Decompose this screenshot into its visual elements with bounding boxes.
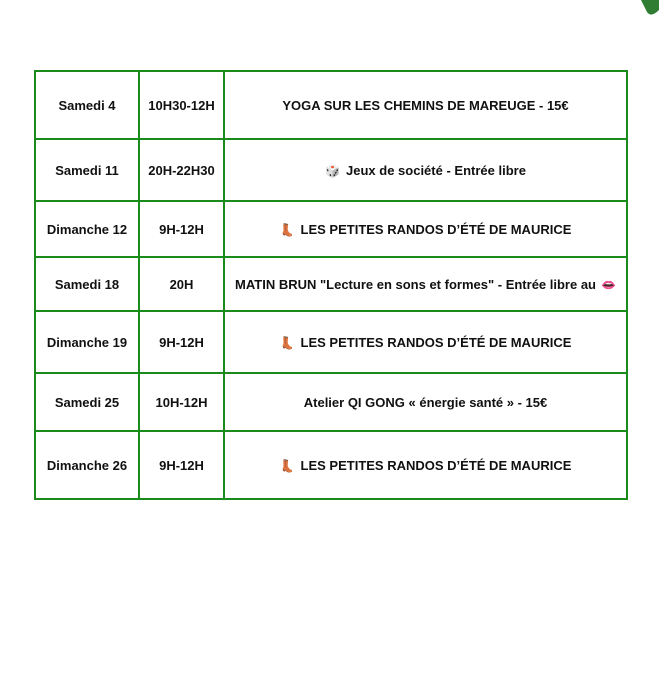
event-title-cell — [224, 139, 627, 201]
events-table — [34, 70, 628, 500]
event-day: Samedi 18 — [35, 257, 139, 311]
event-title: Jeux de société - Entrée libre — [346, 162, 526, 178]
event-title-cell — [224, 257, 627, 311]
event-title: Atelier QI GONG « énergie santé » - 15€ — [303, 394, 548, 410]
event-time: 20H — [139, 257, 224, 311]
hiking-boot-icon: 👢 — [279, 223, 295, 238]
event-time: 9H-12H — [139, 431, 224, 499]
event-title: LES PETITES RANDOS D’ÉTÉ DE MAURICE — [300, 334, 572, 350]
table-row — [35, 201, 627, 257]
table-row — [35, 431, 627, 499]
event-title-cell — [224, 373, 627, 431]
event-title: YOGA SUR LES CHEMINS DE MAREUGE - 15€ — [282, 97, 569, 113]
event-title: MATIN BRUN "Lecture en sons et formes" - Entrée libre au — [235, 276, 597, 292]
table-row — [35, 311, 627, 373]
event-day: Samedi 4 — [35, 71, 139, 139]
event-day: Samedi 25 — [35, 373, 139, 431]
table-row — [35, 139, 627, 201]
table-row — [35, 373, 627, 431]
event-time: 10H30-12H — [139, 71, 224, 139]
event-time: 9H-12H — [139, 201, 224, 257]
event-title-cell — [224, 431, 627, 499]
event-day: Samedi 11 — [35, 139, 139, 201]
event-time: 9H-12H — [139, 311, 224, 373]
event-title-cell — [224, 311, 627, 373]
table-row — [35, 257, 627, 311]
event-day: Dimanche 19 — [35, 311, 139, 373]
event-title: LES PETITES RANDOS D’ÉTÉ DE MAURICE — [300, 221, 572, 237]
lips-icon: 👄 — [601, 278, 616, 293]
event-day: Dimanche 26 — [35, 431, 139, 499]
event-title-cell — [224, 71, 627, 139]
table-row — [35, 71, 627, 139]
event-title: LES PETITES RANDOS D’ÉTÉ DE MAURICE — [300, 457, 572, 473]
event-time: 10H-12H — [139, 373, 224, 431]
hiking-boot-icon: 👢 — [279, 459, 295, 474]
leaf-decoration — [619, 0, 659, 20]
game-die-icon: 🎲 — [325, 164, 341, 179]
event-time: 20H-22H30 — [139, 139, 224, 201]
hiking-boot-icon: 👢 — [279, 336, 295, 351]
event-day: Dimanche 12 — [35, 201, 139, 257]
event-title-cell — [224, 201, 627, 257]
